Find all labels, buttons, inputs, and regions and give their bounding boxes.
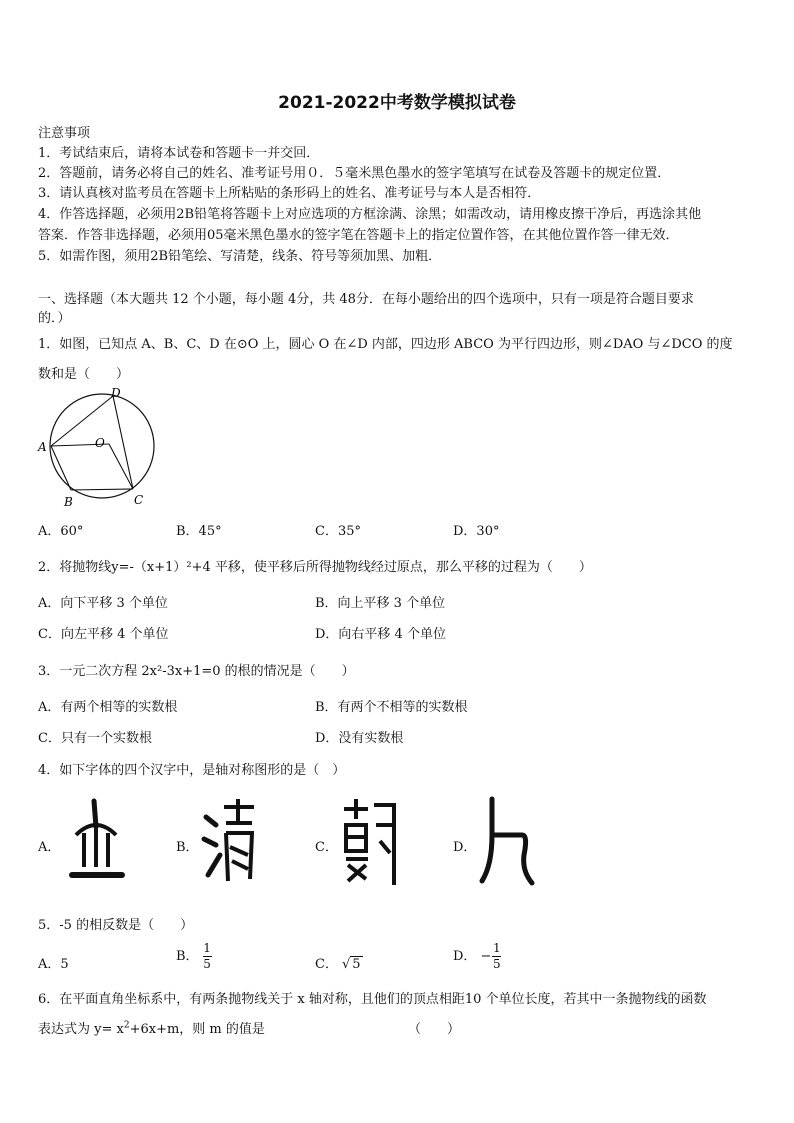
section-header: 一、选择题（本大题共 12 个小题，每小题 4分，共 48分．在每小题给出的四个选项中，只有一项是符合题目要求: [38, 292, 694, 307]
sqrt-five: √ 5: [341, 957, 361, 972]
note-item: 3．请认真核对监考员在答题卡上所粘贴的条形码上的姓名、准考证号与本人是否相符．: [38, 186, 541, 201]
q5-option-b: [176, 942, 212, 971]
q5-option-d: [453, 942, 501, 971]
q1-option-a: A．60°: [38, 524, 84, 539]
note-item: 答案．作答非选择题，必须用05毫米黑色墨水的签字笔在答题卡上的指定位置作答，在其他位置作答一律无效．: [38, 228, 679, 243]
minus-sign: −: [480, 949, 492, 964]
q3-option-b: B．有两个不相等的实数根: [315, 700, 468, 715]
segment-bc: [71, 489, 133, 490]
label-b: B: [64, 495, 73, 509]
q5-option-c-letter: C．: [315, 957, 338, 972]
q6-expr-suffix: +6x+m，则 m 的值是: [129, 1022, 265, 1037]
q4-option-d: D．: [453, 840, 477, 855]
note-item: 2．答题前，请务必将自己的姓名、准考证号用０．５毫米黑色墨水的签字笔填写在试卷及答题卡的规定位置．: [38, 166, 671, 181]
question-6-stem: 6．在平面直角坐标系中，有两条抛物线关于 x 轴对称，且他们的顶点相距10 个单位长度，若其中一条抛物线的函数: [38, 992, 707, 1007]
label-a: A: [38, 440, 47, 454]
glyph-c-image: [340, 795, 400, 890]
label-c: C: [134, 493, 144, 507]
question-5-stem: 5．-5 的相反数是（ ）: [38, 918, 194, 933]
section-header-cont: 的．）: [38, 311, 71, 326]
question-1-stem-cont: 数和是（ ）: [38, 367, 130, 382]
q4-option-b: B．: [176, 840, 199, 855]
q3-option-a: A．有两个相等的实数根: [38, 700, 178, 715]
q2-option-c: C．向左平移 4 个单位: [38, 627, 169, 642]
q6-answer-bracket: （ ）: [408, 1022, 461, 1037]
q3-option-c: C．只有一个实数根: [38, 731, 152, 746]
question-2-stem: 2．将抛物线y=-（x+1）²+4 平移，使平移后所得抛物线经过原点，那么平移的过程为（ ）: [38, 560, 592, 575]
fraction-numerator: 1: [203, 941, 211, 955]
q5-option-d-letter: D．: [453, 949, 477, 964]
question-3-stem: 3．一元二次方程 2x²-3x+1=0 的根的情况是（ ）: [38, 664, 355, 679]
q3-option-d: D．没有实数根: [315, 731, 404, 746]
label-d: D: [111, 386, 121, 400]
q1-option-b: B．45°: [176, 524, 222, 539]
q4-option-c: C．: [315, 840, 338, 855]
note-item: 1．考试结束后，请将本试卷和答题卡一并交回．: [38, 146, 320, 161]
question-4-stem: 4．如下字体的四个汉字中，是轴对称图形的是（ ）: [38, 763, 346, 778]
q2-option-d: D．向右平移 4 个单位: [315, 627, 446, 642]
fraction-numerator: 1: [493, 941, 501, 955]
segment-ab: [51, 446, 71, 490]
sqrt-radicand: 5: [352, 957, 361, 972]
label-o: O: [95, 436, 105, 450]
q5-option-a: A．5: [38, 957, 69, 972]
q6-expr-exponent: 2: [123, 1020, 130, 1031]
note-item: 4．作答选择题，必须用2B铅笔将答题卡上对应选项的方框涂满、涂黑；如需改动，请用橡皮擦干净后，再选涂其他: [38, 207, 702, 222]
q2-option-b: B．向上平移 3 个单位: [315, 596, 446, 611]
q4-option-a: A．: [38, 840, 61, 855]
q1-option-d: D．30°: [453, 524, 500, 539]
note-item: 5．如需作图，须用2B铅笔绘、写清楚，线条、符号等须加黑、加粗．: [38, 249, 442, 264]
fraction-one-fifth: [203, 942, 212, 971]
segment-dc: [113, 396, 133, 489]
q6-expr-prefix: 表达式为 y= x: [38, 1022, 124, 1037]
question-1-stem: 1．如图，已知点 A、B、C、D 在⊙O 上，圆心 O 在∠D 内部，四边形 ABCO 为平行四边形，则∠DAO 与∠DCO 的度: [38, 337, 733, 352]
notes-heading: 注意事项: [38, 126, 91, 141]
fraction-denominator: 5: [203, 957, 211, 971]
glyph-a-image: [66, 795, 126, 885]
page-title: 2021-2022中考数学模拟试卷: [278, 93, 516, 113]
glyph-b-image: [200, 795, 260, 890]
fraction-neg-one-fifth: [492, 942, 501, 971]
circle-figure: [34, 386, 164, 514]
fraction-denominator: 5: [493, 957, 501, 971]
q5-option-c: [315, 953, 363, 972]
segment-oc: [109, 444, 133, 489]
q1-option-c: C．35°: [315, 524, 361, 539]
q2-option-a: A．向下平移 3 个单位: [38, 596, 168, 611]
question-6-stem-cont: [38, 1018, 265, 1037]
q5-option-b-letter: B．: [176, 949, 199, 964]
glyph-d-image: [478, 795, 538, 890]
